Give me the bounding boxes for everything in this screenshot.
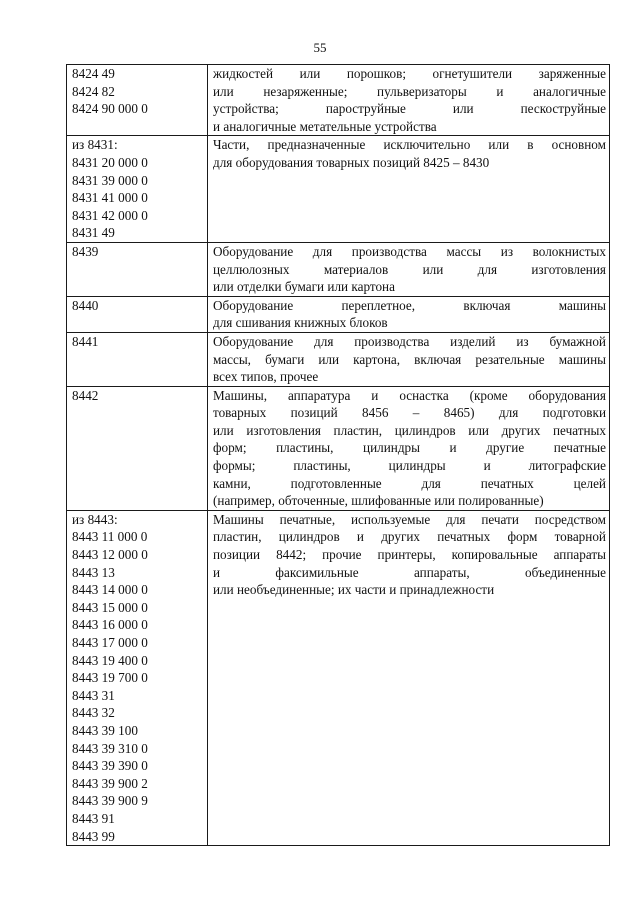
tariff-code: 8443 17 000 0 [72, 635, 148, 650]
tariff-code: 8443 13 [72, 564, 115, 580]
tariff-code: 8443 32 [72, 705, 115, 721]
description-cell [208, 386, 610, 510]
description-line: форм; пластины, цилиндры и другие печатные [213, 440, 606, 456]
tariff-code: 8443 19 400 0 [72, 652, 148, 668]
description-line: (например, обточенные, шлифованные или полированные) [213, 493, 544, 509]
code-cell [67, 332, 208, 386]
description-line: Машины печатные, используемые для печати посредством [213, 511, 606, 527]
description-line: Части, предназначенные исключительно или в основном [213, 137, 606, 153]
tariff-code: 8443 99 [72, 828, 115, 844]
code-cell [67, 386, 208, 510]
tariff-code: 8424 82 [72, 83, 115, 99]
description-line: позиции 8442; прочие принтеры, копировальные аппараты [213, 547, 606, 563]
description-cell [208, 65, 610, 136]
description-line: для оборудования товарных позиций 8425 – 8430 [213, 154, 490, 170]
tariff-code: 8443 15 000 0 [72, 599, 148, 615]
description-line: всех типов, прочее [213, 369, 319, 385]
table-row [67, 332, 610, 386]
description-line: или необъединенные; их части и принадлежности [213, 582, 495, 598]
description-line: жидкостей или порошков; огнетушители заряженные [213, 66, 606, 81]
tariff-code: 8424 49 [72, 66, 115, 81]
description-line: для сшивания книжных блоков [213, 315, 388, 331]
description-line: Машины, аппаратура и оснастка (кроме оборудования [213, 387, 606, 403]
tariff-code: 8443 39 100 [72, 722, 138, 738]
table-body [67, 65, 610, 846]
description-cell [208, 510, 610, 845]
tariff-code: 8443 31 [72, 687, 115, 703]
tariff-code: 8443 14 000 0 [72, 582, 148, 598]
description-line: и аналогичные метательные устройства [213, 118, 437, 134]
description-line: целлюлозных материалов или для изготовления [213, 261, 606, 277]
table-row [67, 296, 610, 332]
description-cell [208, 136, 610, 243]
tariff-code: 8431 49 [72, 225, 115, 241]
table-row [67, 65, 610, 136]
tariff-code: 8443 39 900 2 [72, 775, 148, 791]
code-cell [67, 136, 208, 243]
table-row [67, 136, 610, 243]
description-line: Оборудование для производства массы из волокнистых [213, 243, 606, 259]
tariff-code: 8431 39 000 0 [72, 172, 148, 188]
tariff-code: из 8431: [72, 137, 118, 153]
description-line: пластин, цилиндров и других печатных форм товарной [213, 529, 606, 545]
tariff-code: 8443 39 390 0 [72, 758, 148, 774]
description-cell [208, 332, 610, 386]
description-cell [208, 296, 610, 332]
tariff-code: 8440 [72, 297, 99, 313]
description-line: камни, подготовленные для печатных целей [213, 475, 606, 491]
tariff-code: 8441 [72, 333, 99, 349]
description-line: и факсимильные аппараты, объединенные [213, 564, 606, 580]
description-line: массы, бумаги или картона, включая резательные машины [213, 351, 606, 367]
description-line: или изготовления пластин, цилиндров или других печатных [213, 422, 606, 438]
description-line: устройства; пароструйные или пескоструйные [213, 101, 606, 117]
code-cell [67, 65, 208, 136]
table-row [67, 510, 610, 845]
tariff-code: 8431 41 000 0 [72, 190, 148, 206]
tariff-code: 8443 91 [72, 810, 115, 826]
tariff-code: 8443 11 000 0 [72, 529, 148, 545]
description-cell [208, 242, 610, 296]
tariff-code: 8439 [72, 243, 99, 259]
tariff-code: 8443 19 700 0 [72, 670, 148, 686]
page-number: 55 [313, 40, 327, 55]
description-line: Оборудование переплетное, включая машины [213, 297, 606, 313]
table-row [67, 242, 610, 296]
description-line: товарных позиций 8456 – 8465) для подготовки [213, 405, 606, 421]
tariff-code: 8442 [72, 387, 99, 403]
tariff-code: 8443 12 000 0 [72, 547, 148, 563]
tariff-code: 8443 39 900 9 [72, 793, 148, 809]
code-cell [67, 296, 208, 332]
tariff-code: 8431 20 000 0 [72, 154, 148, 170]
description-line: или отделки бумаги или картона [213, 279, 395, 295]
code-cell [67, 242, 208, 296]
description-line: или незаряженные; пульверизаторы и аналогичные [213, 83, 606, 99]
description-line: формы; пластины, цилиндры и литографские [213, 458, 606, 474]
code-cell [67, 510, 208, 845]
tariff-code: 8443 39 310 0 [72, 740, 148, 756]
tariff-code-table [66, 64, 610, 846]
tariff-code: 8424 90 000 0 [72, 101, 148, 117]
tariff-code: 8431 42 000 0 [72, 207, 148, 223]
tariff-code: из 8443: [72, 511, 118, 527]
description-line: Оборудование для производства изделий из бумажной [213, 333, 606, 349]
tariff-code: 8443 16 000 0 [72, 617, 148, 633]
table-row [67, 386, 610, 510]
